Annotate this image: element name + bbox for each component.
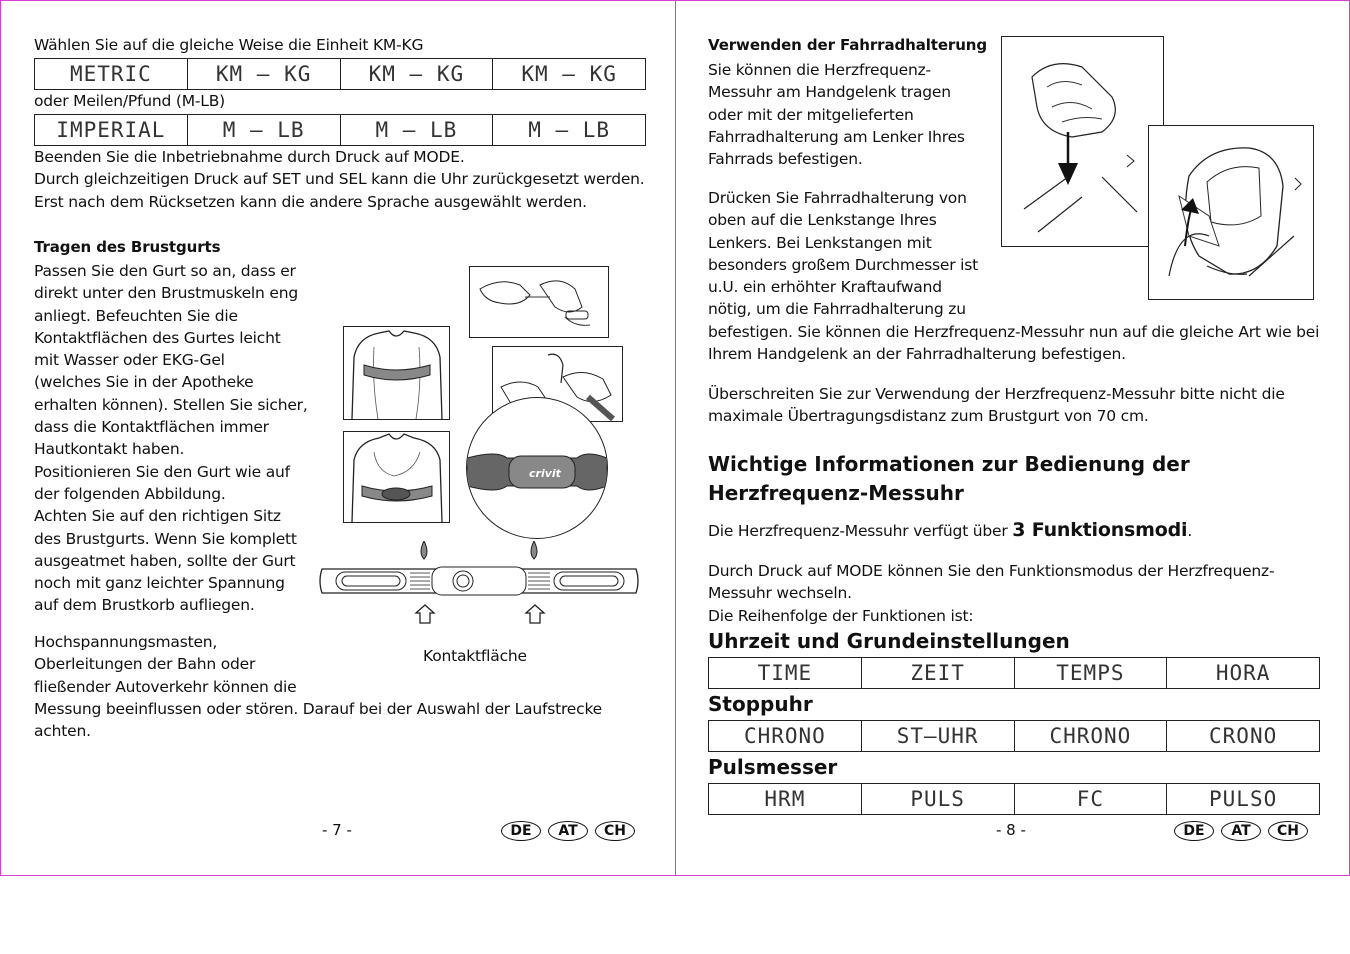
country-badge: AT <box>1221 821 1261 841</box>
text-span: Die Herzfrequenz-Messuhr verfügt über <box>708 522 1013 540</box>
text-line: Durch Druck auf MODE können Sie den Funktionsmodus der Herzfrequenz- <box>708 562 1275 580</box>
page-left <box>0 0 676 876</box>
text-line: fließender Autoverkehr können die <box>34 677 297 696</box>
text-line: maximale Übertragungsdistanz zum Brustgurt von 70 cm. <box>708 407 1149 426</box>
text-line: Ihrem Handgelenk an der Fahrradhalterung befestigen. <box>708 345 1126 364</box>
section-heading: Verwenden der Fahrradhalterung <box>708 36 988 54</box>
text-line: Hochspannungsmasten, <box>34 633 218 651</box>
lcd-cell: KM – KG <box>187 59 340 90</box>
text-line: u.U. ein erhöhter Kraftaufwand <box>708 278 942 297</box>
text-line: Messuhr am Handgelenk tragen <box>708 83 951 102</box>
text-line: besonders großem Durchmesser ist <box>708 255 979 274</box>
text-line: auf dem Brustkorb aufliegen. <box>34 596 255 615</box>
text-line: der folgenden Abbildung. <box>34 484 226 503</box>
country-badge: CH <box>595 821 635 841</box>
text-line: Überschreiten Sie zur Verwendung der Herzfrequenz-Messuhr bitte nicht die <box>708 385 1285 403</box>
paragraph-distance <box>708 383 1285 428</box>
text-line: Die Reihenfolge der Funktionen ist: <box>708 606 974 625</box>
text-line: (welches Sie in der Apotheke <box>34 373 254 392</box>
metric-display-table <box>34 58 646 90</box>
text-line: Beenden Sie die Inbetriebnahme durch Druck auf MODE. <box>34 148 465 166</box>
imperial-display-table <box>34 114 646 146</box>
lcd-cell: CRONO <box>1167 721 1320 752</box>
text-line: ausgeatmet haben, sollte der Gurt <box>34 551 296 570</box>
figure-caption: Kontaktfläche <box>423 647 527 665</box>
text-line: Passen Sie den Gurt so an, dass er <box>34 262 296 280</box>
lcd-cell: IMPERIAL <box>35 115 188 146</box>
country-badges <box>1174 821 1308 841</box>
text-line: Positionieren Sie den Gurt wie auf <box>34 462 290 481</box>
text-span: . <box>1187 522 1193 540</box>
unit-intro: Wählen Sie auf die gleiche Weise die Einheit KM-KG <box>34 36 424 54</box>
paragraph-reset <box>34 146 645 213</box>
text-line: noch mit ganz leichter Spannung <box>34 574 285 593</box>
section-heading: Tragen des Brustgurts <box>34 238 221 256</box>
text-line: oder mit der mitgelieferten <box>708 105 914 124</box>
text-line: Fahrradhalterung am Lenker Ihres <box>708 127 965 146</box>
heading-line: Herzfrequenz-Messuhr <box>708 481 964 505</box>
text-line: Lenkers. Bei Lenkstangen mit <box>708 233 932 252</box>
text-line: dass die Kontaktflächen immer <box>34 418 269 437</box>
text-line: direkt unter den Brustmuskeln eng <box>34 284 298 303</box>
imperial-intro: oder Meilen/Pfund (M-LB) <box>34 92 226 110</box>
lcd-cell: KM – KG <box>340 59 493 90</box>
stopwatch-display-table <box>708 720 1320 752</box>
lcd-cell: M – LB <box>187 115 340 146</box>
text-line: Messuhr wechseln. <box>708 584 852 603</box>
page-number: - 8 - <box>996 821 1026 839</box>
lcd-cell: METRIC <box>35 59 188 90</box>
text-line: Messung beeinflussen oder stören. Darauf bei der Auswahl der Laufstrecke <box>34 699 603 718</box>
country-badge: DE <box>501 821 541 841</box>
brand-logo: crivit <box>529 467 561 480</box>
text-line: Oberleitungen der Bahn oder <box>34 655 256 674</box>
text-line: Fahrrads befestigen. <box>708 150 863 169</box>
paragraph-bike-mount <box>708 59 965 170</box>
text-line: erhalten können). Stellen Sie sicher, <box>34 395 308 414</box>
bike-mount-press-illustration <box>1001 36 1164 247</box>
page-number: - 7 - <box>322 821 352 839</box>
text-line: oben auf die Lenkstange Ihres <box>708 211 937 230</box>
arrow-up-icon <box>416 605 434 623</box>
arrow-up-icon <box>526 605 544 623</box>
lcd-cell: M – LB <box>340 115 493 146</box>
torso-strap-front-illustration <box>343 431 450 523</box>
chest-strap-diagram <box>318 541 642 625</box>
hands-adjusting-strap-illustration <box>469 266 609 338</box>
lcd-cell: PULS <box>861 784 1014 815</box>
lcd-cell: ZEIT <box>861 658 1014 689</box>
lcd-cell: ST–UHR <box>861 721 1014 752</box>
lcd-cell: CHRONO <box>1014 721 1167 752</box>
text-line: Kontaktflächen des Gurtes leicht <box>34 328 281 347</box>
water-drop-icon <box>421 541 427 559</box>
transmitter-closeup-illustration <box>466 397 608 539</box>
text-line: Sie können die Herzfrequenz- <box>708 61 931 79</box>
text-line: Drücken Sie Fahrradhalterung von <box>708 189 967 207</box>
text-line: des Brustgurts. Wenn Sie komplett <box>34 529 297 548</box>
torso-strap-back-illustration <box>343 326 450 420</box>
lcd-cell: FC <box>1014 784 1167 815</box>
modes-intro <box>708 517 1192 544</box>
text-line: Hautkontakt haben. <box>34 440 185 459</box>
country-badge: AT <box>548 821 588 841</box>
modes-count-emphasis: 3 Funktionsmodi <box>1012 519 1188 541</box>
mode-title-stopwatch: Stoppuhr <box>708 692 813 716</box>
country-badge: DE <box>1174 821 1214 841</box>
lcd-cell: HORA <box>1167 658 1320 689</box>
mode-title-time: Uhrzeit und Grundeinstellungen <box>708 629 1070 653</box>
time-display-table <box>708 657 1320 689</box>
text-line: nötig, um die Fahrradhalterung zu <box>708 300 966 319</box>
lcd-cell: PULSO <box>1167 784 1320 815</box>
pulse-display-table <box>708 783 1320 815</box>
lcd-cell: CHRONO <box>709 721 862 752</box>
lcd-cell: KM – KG <box>493 59 646 90</box>
lcd-cell: HRM <box>709 784 862 815</box>
main-heading <box>708 450 1190 508</box>
text-line: achten. <box>34 722 91 741</box>
country-badge: CH <box>1268 821 1308 841</box>
text-line: Durch gleichzeitigen Druck auf SET und SEL kann die Uhr zurückgesetzt werden. <box>34 170 645 189</box>
text-line: Erst nach dem Rücksetzen kann die andere Sprache ausgewählt werden. <box>34 192 587 211</box>
text-line: mit Wasser oder EKG-Gel <box>34 351 225 370</box>
lcd-cell: TEMPS <box>1014 658 1167 689</box>
text-line: anliegt. Befeuchten Sie die <box>34 306 238 325</box>
watch-on-mount-illustration <box>1148 125 1314 300</box>
lcd-cell: TIME <box>709 658 862 689</box>
country-badges <box>501 821 635 841</box>
paragraph-chest-strap <box>34 260 308 617</box>
lcd-cell: M – LB <box>493 115 646 146</box>
heading-line: Wichtige Informationen zur Bedienung der <box>708 452 1190 476</box>
paragraph-mode-switch <box>708 560 1274 627</box>
mode-title-pulse: Pulsmesser <box>708 755 838 779</box>
text-line: befestigen. Sie können die Herzfrequenz-Messuhr nun auf die gleiche Art wie bei <box>708 322 1320 341</box>
text-line: Achten Sie auf den richtigen Sitz <box>34 507 281 526</box>
page-right <box>675 0 1350 876</box>
water-drop-icon <box>531 541 537 559</box>
